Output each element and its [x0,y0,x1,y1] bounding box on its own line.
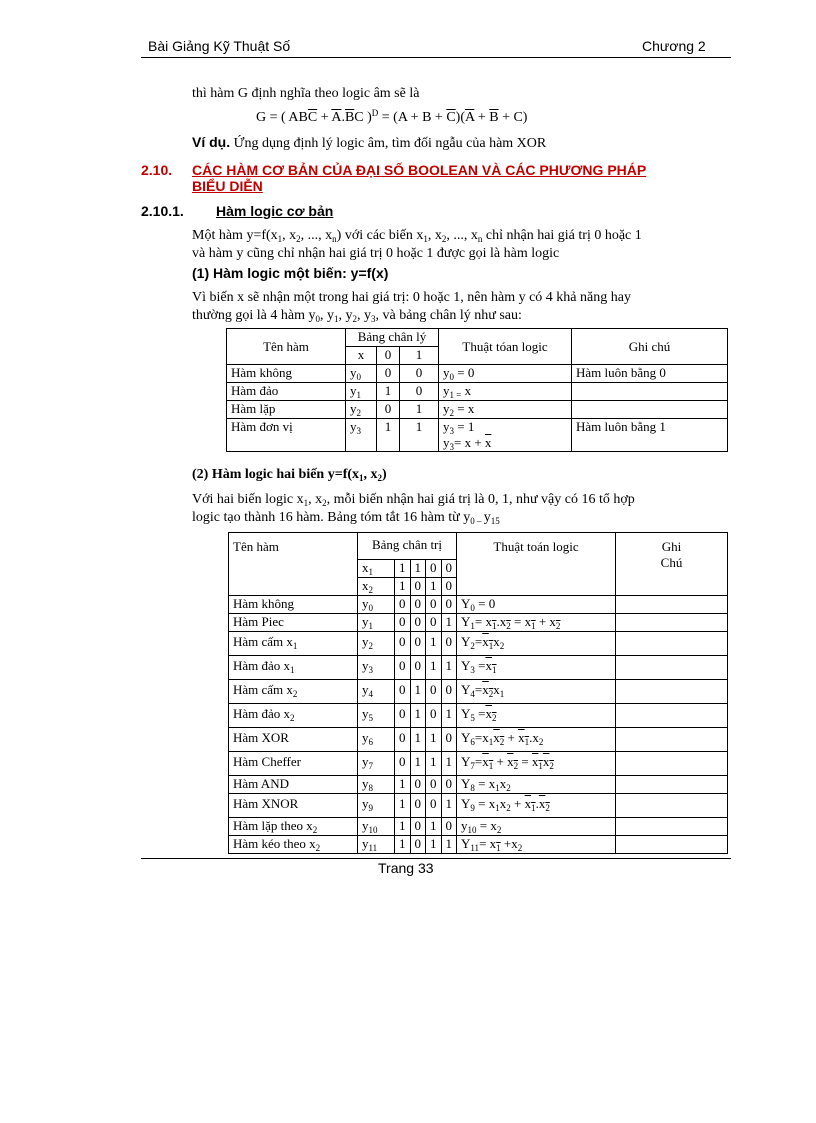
page-number: Trang 33 [378,860,434,876]
t2-head-note: Ghi Chú [616,533,728,596]
t2-head-truth: Bảng chân trị [358,533,457,560]
algo-formula: $Y_7=x_1 + x_2 = x_1x_2$ [457,752,616,776]
one-variable-table [226,328,728,452]
algo-formula: $Y_1= x_1.x_2 = x_1 + x_2$ [457,614,616,632]
table-row: Hàm cấm $x_2$ $y_4$ 0 1 0 0 $Y_4=x_2x_1$ [229,680,728,704]
t1-head-note: Ghi chú [572,329,728,365]
section-number: 2.10. [141,162,173,178]
t1-head-1: 1 [400,347,439,365]
algo-formula: $Y_0 = 0$ [457,596,616,614]
algo-formula: $Y_2=x_1x_2$ [457,632,616,656]
t1-head-truth: Bảng chân lý [346,329,439,347]
section-title-line1: CÁC HÀM CƠ BẢN CỦA ĐẠI SỐ BOOLEAN VÀ CÁC PHƯƠNG PHÁP [192,162,647,178]
header-chapter: Chương 2 [642,38,706,54]
table-row: Hàm lặp theo $x_2$ $y_{10}$ 1 0 1 0 $y_{10} = x_2$ [229,818,728,836]
table-row: Hàm lặp $y_2$ 0 1 $y_2 = x$ [227,401,728,419]
para2-line1: Vì biến x sẽ nhận một trong hai giá trị: 0 hoặc 1, nên hàm y có 4 khả năng hay [192,290,631,305]
algo-formula: $Y_{11}= x_1 +x_2$ [457,836,616,854]
table-row: Hàm Piec $y_1$ 0 0 0 1 $Y_1= x_1.x_2 = x_1 + x_2$ [229,614,728,632]
para3-line1: Với hai biến logic $x_1$, $x_2$, mỗi biến nhận hai giá trị là 0, 1, như vậy có 16 tổ hợp [192,492,635,508]
table-row: Hàm đảo $x_1$ $y_3$ 0 0 1 1 $Y_3 =x_1$ [229,656,728,680]
t2-head-name: Tên hàm [229,533,358,596]
algo-formula: $Y_9 = x_1x_2 + x_1.x_2$ [457,794,616,818]
negative-logic-formula: G = ( $AB\overline{C} + \overline{A}.\overline{B}C$ )$^D = (A + B + \overline{C})(\overline{A} + \overline{B} + C)$ [256,108,528,125]
subsection-number: 2.10.1. [141,203,184,219]
header-rule [141,57,731,58]
table-row: Hàm đơn vị $y_3$ 1 1 $y_3 = 1$ $y_3= x + \overline{x}$ Hàm luôn bằng 1 [227,419,728,452]
t1-head-x: x [346,347,377,365]
algo-formula: $y_{10} = x_2$ [457,818,616,836]
footer-rule [141,858,731,859]
sub2-title: (2) Hàm logic hai biến $y=f(x_1$, $x_2$) [192,467,387,483]
algo-formula: $Y_5 =x_2$ [457,704,616,728]
example-label: Ví dụ. [192,134,231,150]
para3-line2: logic tạo thành 16 hàm. Bảng tóm tắt 16 hàm từ $y_{0 -}$ $y_{15}$ [192,510,500,526]
table-row: Hàm cấm $x_1$ $y_2$ 0 0 1 0 $Y_2=x_1x_2$ [229,632,728,656]
table-row: Hàm XNOR $y_9$ 1 0 0 1 $Y_9 = x_1x_2 + x_1.x_2$ [229,794,728,818]
algo-formula: $Y_4=x_2x_1$ [457,680,616,704]
subsection-title: Hàm logic cơ bản [216,203,334,219]
table-row: Hàm đảo $y_1$ 1 0 $y_{1 =}$ $\overline{x}$ [227,383,728,401]
header-title: Bài Giảng Kỹ Thuật Số [148,38,291,54]
intro-line: thì hàm G định nghĩa theo logic âm sẽ là [192,86,420,101]
t1-algo-y2: $y_2 = x$ [439,401,572,419]
table-row: Hàm XOR $y_6$ 0 1 1 0 $Y_6=x_1x_2 + x_1.x_2$ [229,728,728,752]
para2-line2: thường gọi là 4 hàm $y_0$, $y_1$, $y_2$, $y_3$, và bảng chân lý như sau: [192,308,522,324]
sub1-title: (1) Hàm logic một biến: y=f(x) [192,265,389,281]
table-row: Hàm AND $y_8$ 1 0 0 0 $Y_8 = x_1x_2$ [229,776,728,794]
table-row: Hàm Cheffer $y_7$ 0 1 1 1 $Y_7=x_1 + x_2 = x_1x_2$ [229,752,728,776]
two-variable-table: Tên hàm Bảng chân trị Thuật toán logic Ghi Chú $x_1$ 1 1 0 0 $x_2$ 1 0 1 0 Hàm không $y_0$ 0 0 0 0 $Y_0 = 0$ Hàm Piec $y_1$ 0 0 0 1 $Y_1= x_1.x_2 = x_1 + x_2$ Hàm cấm $x_1$ $y_2$ 0 0 1 0 $Y_2=x_1x_2$ Hàm đảo $x_1$ $y_3$ 0 0 1 1 $Y_3 =x_1$ Hàm cấm $x_2$ $y_4$ 0 1 0 0 $Y_4=x_2x_1$ Hàm đảo $x_2$ $y_5$ 0 1 0 1 $Y_5 =x_2$ Hàm XOR $y_6$ 0 1 1 0 $Y_6=x_1x_2 + x_1.x_2$ Hàm Cheffer $y_7$ 0 1 1 1 $Y_7=x_1 + x_2 = x_1x_2$ Hàm AND $y_8$ 1 0 0 0 $Y_8 = x_1x_2$ Hàm XNOR $y_9$ 1 0 0 1 $Y_9 = x_1x_2 + x_1.x_2$ Hàm lặp theo $x_2$ $y_{10}$ 1 0 1 0 $y_{10} = x_2$ Hàm kéo theo $x_2$ $y_{11}$ 1 0 1 1 $Y_{11}= x_1 +x_2$ [228,532,728,854]
t1-head-algo: Thuật tóan logic [439,329,572,365]
para1-line2: và hàm y cũng chỉ nhận hai giá trị 0 hoặc 1 được gọi là hàm logic [192,246,560,261]
t1-head-0: 0 [377,347,400,365]
algo-formula: $Y_3 =x_1$ [457,656,616,680]
example-line [192,133,546,153]
t2-head-algo: Thuật toán logic [457,533,616,596]
algo-formula: $Y_6=x_1x_2 + x_1.x_2$ [457,728,616,752]
t1-head-name: Tên hàm [227,329,346,365]
table-row: Hàm kéo theo $x_2$ $y_{11}$ 1 0 1 1 $Y_{11}= x_1 +x_2$ [229,836,728,854]
example-text: Ứng dụng định lý logic âm, tìm đối ngẫu của hàm XOR [230,136,547,151]
para1-line1: Một hàm $y=f(x_1$, $x_2$, ..., $x_n$) với các biến $x_1$, $x_2$, ..., $x_n$ chỉ nhận hai giá trị 0 hoặc 1 [192,228,642,244]
algo-formula: $Y_8 = x_1x_2$ [457,776,616,794]
section-title-line2: BIỂU DIỄN [192,178,263,194]
table-row: Hàm không $y_0$ 0 0 0 0 $Y_0 = 0$ [229,596,728,614]
table-row: Hàm đảo $x_2$ $y_5$ 0 1 0 1 $Y_5 =x_2$ [229,704,728,728]
table-row: Hàm không $y_0$ 0 0 $y_0 = 0$ Hàm luôn bằng 0 [227,365,728,383]
t1-algo-y3: $y_3 = 1$ $y_3= x + \overline{x}$ [439,419,572,452]
t1-algo-y0: $y_0 = 0$ [439,365,572,383]
t1-algo-y1: $y_{1 =}$ $\overline{x}$ [439,383,572,401]
